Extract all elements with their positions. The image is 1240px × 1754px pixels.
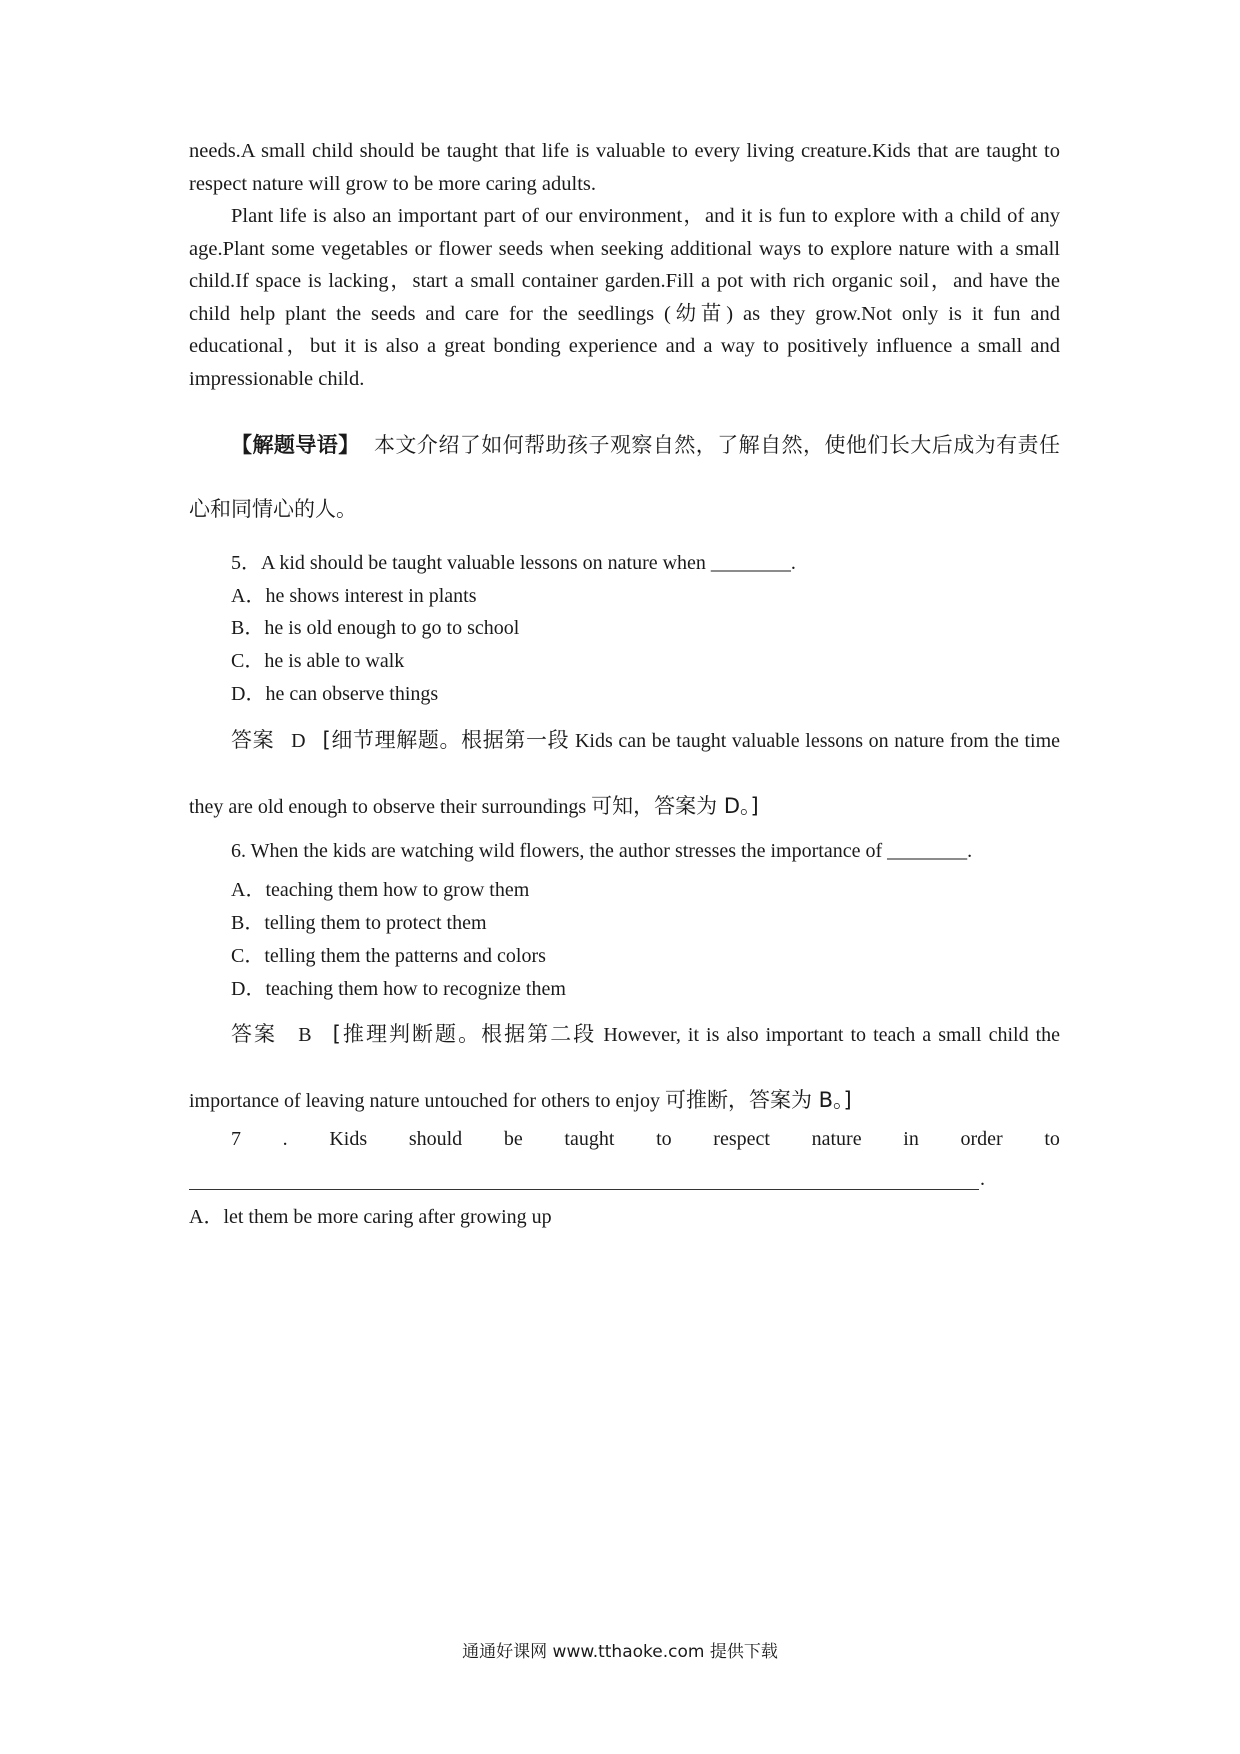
q7-word: Kids <box>329 1128 368 1150</box>
question-7-option-a: A．let them be more caring after growing up <box>189 1206 552 1228</box>
q7-word: to <box>656 1128 672 1150</box>
question-6-option-c: C．telling them the patterns and colors <box>231 945 546 967</box>
q7-word: in <box>903 1128 919 1150</box>
answer-label: 答案 <box>231 1022 278 1046</box>
solution-guide <box>189 413 1060 541</box>
answer-label: 答案 <box>231 728 275 752</box>
answer-type: [推理判断题。根据第二段 <box>332 1022 597 1046</box>
question-6-option-b: B．telling them to protect them <box>231 912 487 934</box>
answer-conclusion: 可推断，答案为 B。] <box>664 1088 852 1112</box>
q7-word: be <box>503 1128 523 1150</box>
answer-letter: D <box>291 730 306 752</box>
question-6-answer <box>189 1002 1060 1134</box>
question-5-option-b: B．he is old enough to go to school <box>231 617 520 639</box>
guide-text: 本文介绍了如何帮助孩子观察自然，了解自然，使他们长大后成为有责任心和同情心的人。 <box>189 433 1061 521</box>
q7-word: order <box>960 1128 1003 1150</box>
question-6-option-a: A．teaching them how to grow them <box>231 879 530 901</box>
question-5-answer <box>189 708 1060 840</box>
q7-word: respect <box>713 1128 770 1150</box>
passage-paragraph-2: Plant life is also an important part of our environment，and it is fun to explore with a child of any age.Plant some vegetables or flower seeds when seeking additional ways to explore nature with a small child.If space is lacking，start a small container garden.Fill a pot with rich organic soil，and have the child help plant the seeds and care for the seedlings (幼苗) as they grow.Not only is it fun and educational，but it is also a great bonding experience and a way to positively influence a small and impressionable child. <box>189 205 1060 390</box>
question-5-stem: 5．A kid should be taught valuable lessons on nature when ________. <box>231 552 796 574</box>
q7-word: taught <box>564 1128 615 1150</box>
answer-quote: Kids can be taught valuable lessons on nature from the time they are old enough to observe their surroundings <box>189 730 1061 818</box>
passage-paragraph-1: needs.A small child should be taught that life is valuable to every living creature.Kids that are taught to respect nature will grow to be more caring adults. <box>189 140 1060 195</box>
question-7-stem <box>231 1128 1060 1151</box>
q7-word: should <box>408 1128 463 1150</box>
question-5-option-d: D．he can observe things <box>231 683 439 705</box>
answer-quote: However, it is also important to teach a small child the importance of leaving nature untouched for others to enjoy <box>189 1024 1061 1112</box>
answer-conclusion: 可知，答案为 D。] <box>591 794 759 818</box>
q7-word: 7 <box>231 1128 241 1150</box>
question-5-option-a: A．he shows interest in plants <box>231 585 477 607</box>
answer-letter: B <box>298 1024 312 1046</box>
question-6-stem: 6. When the kids are watching wild flowers, the author stresses the importance of ________. <box>231 840 973 862</box>
q7-word: to <box>1044 1128 1060 1150</box>
question-7-period: . <box>980 1168 985 1190</box>
q7-word: . <box>282 1128 288 1150</box>
question-6-option-d: D．teaching them how to recognize them <box>231 978 566 1000</box>
guide-label: 【解题导语】 <box>231 433 360 457</box>
question-5-option-c: C．he is able to walk <box>231 650 405 672</box>
answer-blank-line <box>189 1189 979 1190</box>
answer-type: [细节理解题。根据第一段 <box>322 728 570 752</box>
q7-word: nature <box>811 1128 862 1150</box>
page-footer: 通通好课网 www.tthaoke.com 提供下载 <box>462 1642 778 1662</box>
